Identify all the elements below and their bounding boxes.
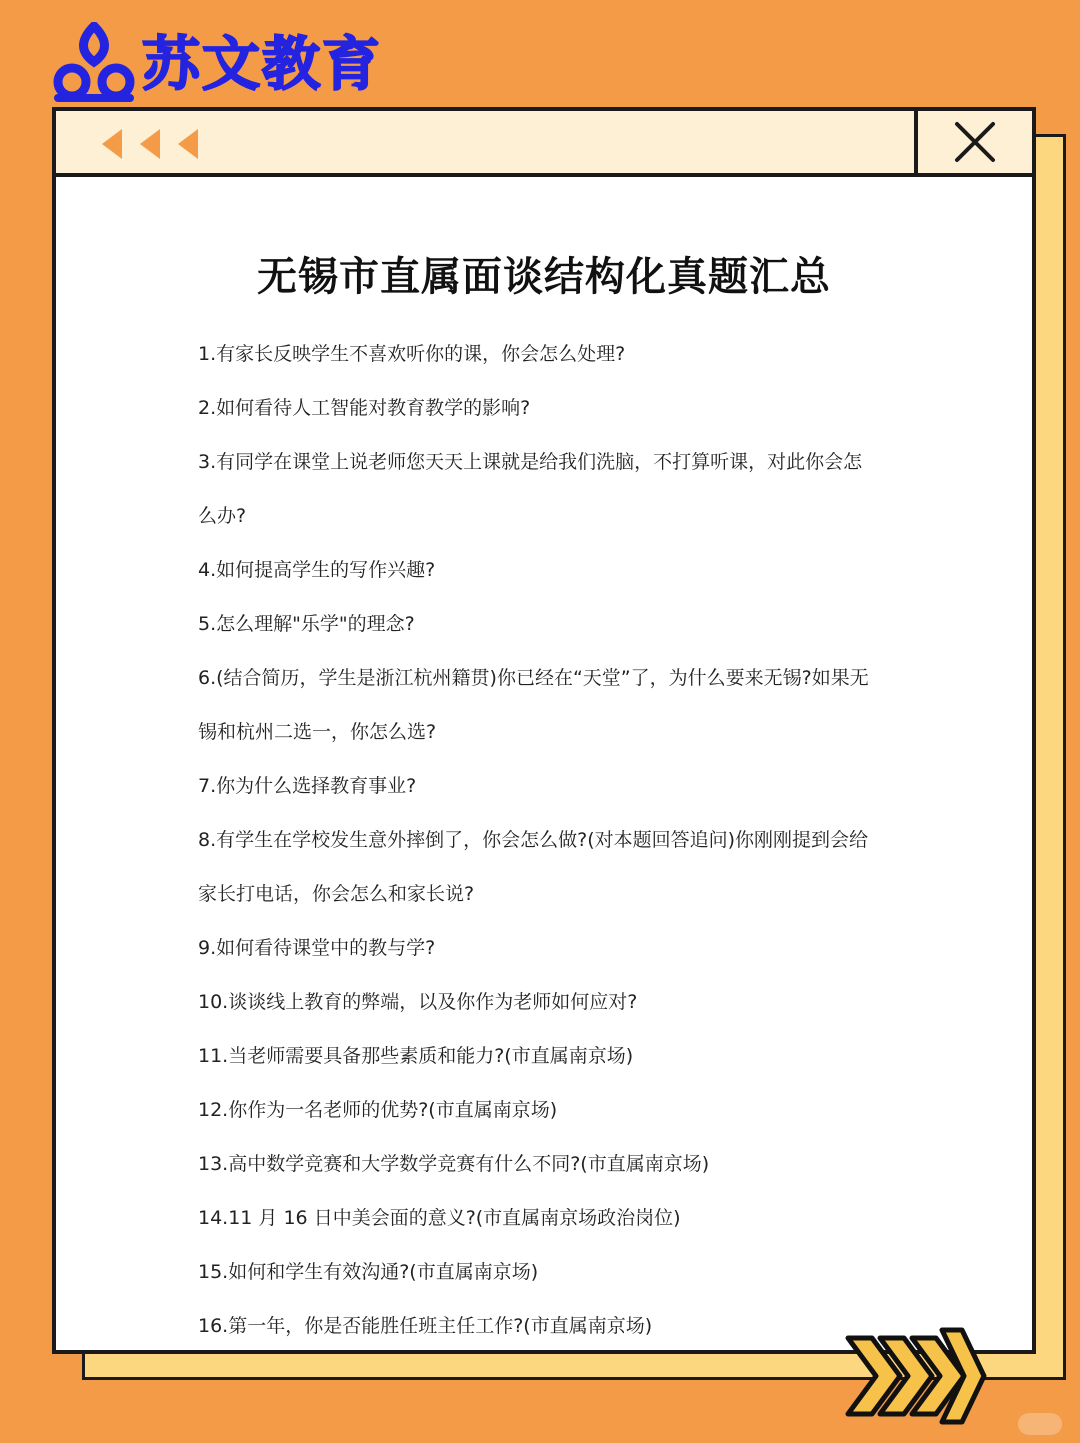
watermark-badge — [1018, 1413, 1062, 1435]
question-line: 14.11 月 16 日中美会面的意义?(市直属南京场政治岗位) — [198, 1207, 681, 1229]
question-line: 13.高中数学竞赛和大学数学竞赛有什么不同?(市直属南京场) — [198, 1153, 710, 1175]
question-line: 么办? — [198, 505, 247, 527]
question-line: 10.谈谈线上教育的弊端，以及你作为老师如何应对? — [198, 991, 638, 1013]
tri-circle-logo-icon — [50, 22, 138, 106]
question-line: 5.怎么理解"乐学"的理念? — [198, 613, 415, 635]
question-line: 4.如何提高学生的写作兴趣? — [198, 559, 436, 581]
question-line: 锡和杭州二选一，你怎么选? — [198, 721, 437, 743]
document-title: 无锡市直属面谈结构化真题汇总 — [257, 254, 831, 300]
question-line: 16.第一年，你是否能胜任班主任工作?(市直属南京场) — [198, 1315, 653, 1337]
question-line: 9.如何看待课堂中的教与学? — [198, 937, 436, 959]
triple-chevron-left-icon[interactable] — [102, 129, 198, 159]
brand-logo — [50, 22, 382, 106]
document-window — [52, 107, 1036, 1354]
chevron-left-icon — [140, 129, 160, 159]
question-line: 12.你作为一名老师的优势?(市直属南京场) — [198, 1099, 558, 1121]
brand-name: 苏文教育 — [142, 30, 383, 98]
question-list — [198, 327, 938, 1353]
question-line: 1.有家长反映学生不喜欢听你的课，你会怎么处理? — [198, 343, 626, 365]
chevron-left-icon — [178, 129, 198, 159]
question-line: 11.当老师需要具备那些素质和能力?(市直属南京场) — [198, 1045, 634, 1067]
question-line: 8.有学生在学校发生意外摔倒了，你会怎么做?(对本题回答追问)你刚刚提到会给 — [198, 829, 869, 851]
chevron-left-icon — [102, 129, 122, 159]
window-titlebar — [56, 111, 1032, 177]
question-line: 7.你为什么选择教育事业? — [198, 775, 417, 797]
question-line: 6.(结合简历，学生是浙江杭州籍贯)你已经在“天堂”了，为什么要来无锡?如果无 — [198, 667, 869, 689]
question-line: 3.有同学在课堂上说老师您天天上课就是给我们洗脑，不打算听课，对此你会怎 — [198, 451, 863, 473]
question-line: 家长打电话，你会怎么和家长说? — [198, 883, 475, 905]
close-x-icon — [953, 120, 997, 164]
question-line: 2.如何看待人工智能对教育教学的影响? — [198, 397, 531, 419]
close-button[interactable] — [914, 111, 1032, 173]
chevron-right-decoration-icon — [838, 1324, 988, 1428]
question-line: 15.如何和学生有效沟通?(市直属南京场) — [198, 1261, 539, 1283]
